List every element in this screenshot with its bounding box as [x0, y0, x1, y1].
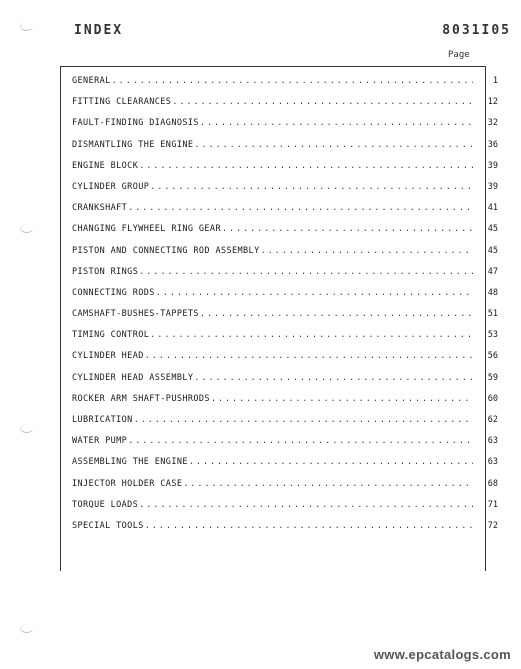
toc-dot-leader [150, 330, 473, 340]
toc-entry-page: 53 [487, 330, 498, 341]
toc-dot-leader [139, 161, 473, 171]
toc-entry-page: 45 [487, 224, 498, 235]
document-code: 8031I05 [442, 23, 511, 38]
toc-dot-leader [128, 436, 473, 446]
toc-entry-title: CYLINDER HEAD ASSEMBLY [72, 372, 194, 383]
binder-hole-mark [20, 224, 33, 233]
toc-entry-title: PISTON RINGS [72, 266, 139, 277]
toc-entry-title: ROCKER ARM SHAFT-PUSHRODS [72, 393, 210, 404]
toc-entry-title: PISTON AND CONNECTING ROD ASSEMBLY [72, 245, 260, 256]
toc-entry[interactable] [72, 267, 498, 288]
toc-entry-title: CHANGING FLYWHEEL RING GEAR [72, 224, 221, 235]
binder-hole-mark [20, 624, 33, 633]
toc-dot-leader [200, 309, 473, 319]
toc-entry[interactable] [72, 224, 498, 245]
toc-entry-page: 59 [487, 372, 498, 383]
toc-entry[interactable] [72, 521, 498, 542]
toc-entry-page: 62 [487, 415, 498, 425]
toc-entry-title: SPECIAL TOOLS [72, 520, 144, 531]
toc-entry-title: GENERAL [72, 76, 111, 86]
toc-dot-leader [112, 76, 473, 86]
toc-dot-leader [172, 97, 473, 107]
toc-dot-leader [128, 203, 473, 213]
toc-entry-page: 39 [487, 181, 498, 192]
toc-dot-leader [189, 457, 473, 467]
toc-entry[interactable] [72, 394, 498, 415]
page-title: INDEX [74, 23, 124, 38]
toc-dot-leader [156, 288, 473, 298]
toc-entry-title: TORQUE LOADS [72, 499, 139, 510]
toc-entry-title: ASSEMBLING THE ENGINE [72, 457, 188, 468]
toc-entry[interactable] [72, 288, 498, 309]
watermark: www.epcatalogs.com [373, 647, 511, 662]
toc-dot-leader [211, 394, 473, 404]
toc-entry-page: 56 [487, 351, 498, 362]
toc-dot-leader [194, 140, 473, 150]
toc-dot-leader [200, 118, 473, 128]
page-column-header: Page [448, 50, 470, 60]
toc-dot-leader [139, 267, 473, 277]
toc-entry-page: 41 [487, 203, 498, 214]
toc-entry[interactable] [72, 76, 498, 97]
toc-dot-leader [134, 415, 473, 425]
toc-entry-title: CYLINDER HEAD [72, 351, 144, 362]
toc-entry[interactable] [72, 118, 498, 139]
toc-entry-page: 63 [487, 436, 498, 447]
toc-dot-leader [139, 500, 473, 510]
toc-entry-title: WATER PUMP [72, 436, 128, 447]
binder-hole-mark [20, 22, 33, 31]
toc-entry-title: ENGINE BLOCK [72, 160, 139, 171]
toc-entry[interactable] [72, 457, 498, 478]
toc-entry-page: 63 [487, 457, 498, 468]
toc-entry-title: FITTING CLEARANCES [72, 97, 172, 108]
toc-entry[interactable] [72, 373, 498, 394]
toc-entry-title: TIMING CONTROL [72, 330, 150, 341]
toc-entry-title: INJECTOR HOLDER CASE [72, 478, 183, 489]
toc-entry[interactable] [72, 351, 498, 372]
toc-entry-title: CAMSHAFT-BUSHES-TAPPETS [72, 309, 199, 320]
toc-entry-page: 12 [487, 97, 498, 108]
toc-entry[interactable] [72, 479, 498, 500]
toc-entry-page: 48 [487, 287, 498, 298]
toc-entry[interactable] [72, 330, 498, 351]
toc-dot-leader [183, 479, 473, 489]
toc-dot-leader [261, 246, 473, 256]
toc-entry-page: 45 [487, 245, 498, 256]
toc-entry-title: LUBRICATION [72, 415, 133, 425]
toc-entry[interactable] [72, 182, 498, 203]
toc-entry-page: 72 [487, 520, 498, 531]
toc-dot-leader [145, 351, 473, 361]
toc-entry[interactable] [72, 161, 498, 182]
toc-entry-title: CRANKSHAFT [72, 203, 128, 214]
toc-entry[interactable] [72, 97, 498, 118]
toc-dot-leader [145, 521, 473, 531]
toc-dot-leader [222, 224, 473, 234]
toc-entry[interactable] [72, 309, 498, 330]
toc-entry[interactable] [72, 500, 498, 521]
toc-entry-page: 60 [487, 393, 498, 404]
toc-entry-page: 32 [487, 118, 498, 129]
toc-entry-page: 47 [487, 266, 498, 277]
toc-entry-page: 1 [492, 76, 498, 86]
toc-entry-page: 51 [487, 309, 498, 320]
binder-hole-mark [20, 424, 33, 433]
toc-entry-page: 71 [487, 499, 498, 510]
toc-dot-leader [150, 182, 473, 192]
toc-entry-page: 36 [487, 139, 498, 150]
toc-entry[interactable] [72, 140, 498, 161]
toc-entry-page: 68 [487, 478, 498, 489]
toc-dot-leader [194, 373, 473, 383]
toc-entry-title: FAULT-FINDING DIAGNOSIS [72, 118, 199, 129]
toc-entry-page: 39 [487, 160, 498, 171]
toc-entry-title: CONNECTING RODS [72, 287, 155, 298]
toc-entry[interactable] [72, 203, 498, 224]
toc-entry[interactable] [72, 415, 498, 436]
toc-entry[interactable] [72, 246, 498, 267]
toc-entry[interactable] [72, 436, 498, 457]
toc-entry-title: CYLINDER GROUP [72, 181, 150, 192]
table-of-contents [72, 76, 498, 542]
toc-entry-title: DISMANTLING THE ENGINE [72, 139, 194, 150]
